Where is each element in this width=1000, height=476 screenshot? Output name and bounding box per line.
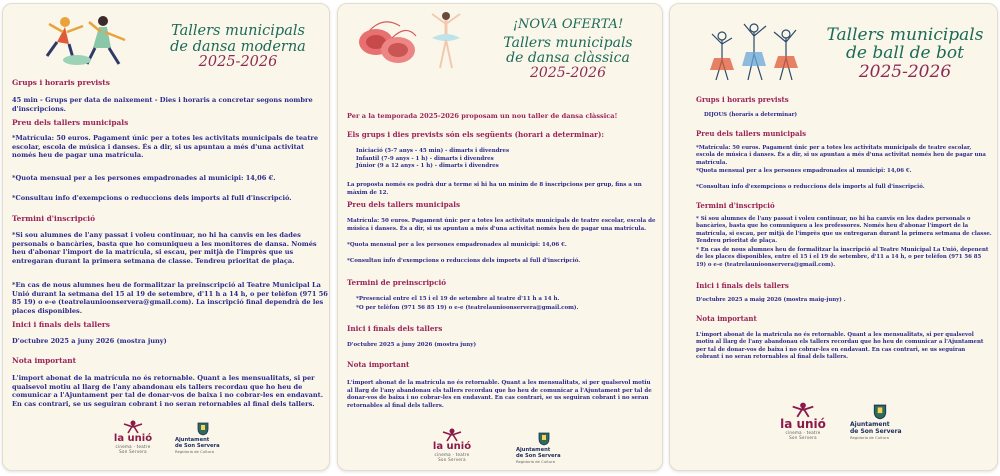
termini-heading: Termini d'inscripció bbox=[696, 201, 775, 210]
title-line-1: Tallers municipals bbox=[171, 23, 305, 39]
grup-item: Júnior (9 a 12 anys - 1 h) - dimarts i divendres bbox=[356, 163, 499, 170]
ajuntament-line-1: Ajuntament bbox=[175, 437, 210, 443]
la-unio-logo bbox=[430, 428, 474, 462]
nota-heading: Nota important bbox=[347, 360, 410, 369]
preu-text-2: *Quota mensual per a les persones empadronades al municipi: 14,06 €. bbox=[347, 242, 567, 248]
ajuntament-line-3: Regidoria de Cultura bbox=[516, 459, 555, 465]
ajuntament-logo bbox=[175, 422, 231, 454]
preu-text-3: *Consultau info d'exempcions o reduccions dels imports al full d'inscripció. bbox=[347, 258, 581, 264]
shield-icon bbox=[873, 404, 887, 420]
preu-heading: Preu dels tallers municipals bbox=[696, 129, 807, 138]
flyer-dansa-moderna bbox=[2, 3, 330, 471]
title-line-1: Tallers municipals bbox=[826, 25, 984, 45]
termini-heading: Termini d'inscripció bbox=[12, 214, 96, 223]
preu-text-3: *Consultau info d'exempcions o reduccions dels imports al full d'inscripció. bbox=[12, 194, 292, 202]
title-year: 2025-2026 bbox=[198, 54, 278, 71]
grups-text: DIJOUS (horaris a determinar) bbox=[704, 112, 797, 118]
preu-text-1: Matrícula: 50 euros. Pagament únic per a totes les activitats municipals de teatre escolar, escola de música i danses. És a dir, si us apuntau a més d'una activitat només heu de pagar una matrícula. bbox=[347, 218, 656, 232]
grup-item: Infantil (7-9 anys - 1 h) - dimarts i divendres bbox=[356, 155, 494, 162]
nota-text: L'import abonat de la matrícula no és retornable. Quant a les mensualitats, si per qualsevol motiu al llarg de l'any abandonau els tallers recordau que ho heu de comunicar a l'Ajuntament per tal de donar-vos de baixa i no cobrar-les en endavant. En cas contrari, se us seguiran cobrant i no seran retornables al final dels tallers. bbox=[347, 380, 652, 409]
la-unio-name: la unió bbox=[113, 433, 153, 444]
termini-text-2: *O per telèfon (971 56 85 19) o e-e (teatrelaunioonservera@gmail.com). bbox=[356, 305, 579, 311]
inici-heading: Inici i finals dels tallers bbox=[696, 281, 789, 290]
title-year: 2025-2026 bbox=[858, 61, 952, 82]
title-line-2: de ball de bot bbox=[846, 43, 964, 64]
ajuntament-line-3: Regidoria de Cultura bbox=[850, 435, 889, 441]
la-unio-sub1: cinema · teatre bbox=[115, 444, 151, 449]
nova-oferta-badge: ¡NOVA OFERTA! bbox=[512, 17, 624, 32]
dancers-illustration-icon bbox=[43, 12, 135, 68]
termini-text-1: * Si sou alumnes de l'any passat i voleu continuar, no hi ha canvis en les dades personals o bancàries, basta que ho comuniqueu a les professores. Només heu d'abonar l'import de la matrícula, si escau, per mitjà de l'imprès que us entregaran durant la primera setmana de classe. Tendreu prioritat de plaça. bbox=[696, 216, 992, 245]
flyer-title bbox=[153, 24, 323, 71]
inici-heading: Inici i finals dels tallers bbox=[347, 324, 443, 333]
inici-text: D'octubre 2025 a juny 2026 (mostra juny) bbox=[347, 342, 477, 348]
flyer-dansa-classica bbox=[337, 3, 663, 471]
nota-heading: Nota important bbox=[696, 314, 757, 323]
la-unio-sub2: Son Servera bbox=[789, 435, 817, 440]
grups-heading: Grups i horaris prevists bbox=[12, 78, 110, 87]
la-unio-sub1: cinema · teatre bbox=[434, 452, 470, 457]
inici-text: D'octubre 2025 a juny 2026 (mostra juny) bbox=[12, 337, 167, 345]
lead-text: Per a la temporada 2025-2026 proposam un nou taller de dansa clàssica! bbox=[347, 112, 618, 120]
la-unio-sub1: cinema · teatre bbox=[785, 430, 821, 435]
folk-dancers-icon bbox=[708, 18, 800, 84]
flyer-ball-de-bot bbox=[669, 3, 998, 471]
grups-note: La proposta només es podrà dur a terme si hi ha un mínim de 8 inscripcions per grup, fins a un màxim de 12. bbox=[347, 182, 642, 196]
preu-text-1: *Matrícula: 50 euros. Pagament únic per a totes les activitats municipals de teatre escolar, escola de música i danses. És a dir, si us apuntau a més d'una activitat només heu de pagar una matrícula. bbox=[12, 134, 319, 160]
la-unio-name: la unió bbox=[780, 417, 826, 431]
la-unio-logo bbox=[111, 420, 155, 454]
termini-text-2: *En cas de nous alumnes heu de formalitzar la preinscripció al Teatre Municipal La Unió durant la setmana del 15 al 19 de setembre, d'11 h a 14 h, o per telèfon (971 56 85 19) o e-e (teatrelaunioonservera@gmail.com). La inscripció final dependrà de les places disponibles. bbox=[12, 281, 328, 316]
la-unio-name: la unió bbox=[432, 441, 472, 452]
title-year: 2025-2026 bbox=[530, 65, 606, 82]
title-line-1: Tallers municipals bbox=[503, 35, 633, 52]
la-unio-dancer-icon bbox=[441, 428, 463, 442]
flyer-title bbox=[478, 18, 658, 81]
ajuntament-logo bbox=[850, 404, 910, 440]
preu-heading: Preu dels tallers municipals bbox=[347, 200, 461, 209]
nota-text: L'import abonat de la matrícula no és retornable. Quant a les mensualitats, si per qualsevol motiu al llarg de l'any abandonau els tallers recordau que ho heu de comunicar a l'Ajuntament per tal de donar-vos de baixa i no cobrar-les en endavant. En cas contrari, se us seguiran cobrant i no seran retornables al final dels tallers. bbox=[12, 374, 324, 409]
termini-heading: Termini de preinscripció bbox=[347, 278, 446, 287]
flyer-title bbox=[816, 26, 994, 81]
ajuntament-line-1: Ajuntament bbox=[516, 447, 551, 453]
ajuntament-line-2: de Son Servera bbox=[516, 452, 561, 459]
nota-heading: Nota important bbox=[12, 356, 77, 365]
termini-text-2: * En cas de nous alumnes heu de formalitzar la inscripció al Teatre Municipal La Unió, depenent de les places disponibles, entre el 15 i el 19 de setembre, d'11 a 14 h, o per telèfon (971 56 85 19) o e-e (teatrelaunioonservera@gmail.com). bbox=[696, 247, 989, 268]
la-unio-logo bbox=[776, 402, 830, 440]
preu-text-3: *Consultau info d'exempcions o reduccions dels imports al full d'inscripció. bbox=[696, 184, 925, 190]
title-line-2: de dansa moderna bbox=[170, 38, 306, 55]
preu-text-1: *Matrícula: 50 euros. Pagament únic per a totes les activitats municipals de teatre escolar, escola de música i danses. És a dir, si us apuntau a més d'una activitat només heu de pagar una matrícula. bbox=[696, 145, 986, 166]
nota-text: L'import abonat de la matrícula no és retornable. Quant a les mensualitats, si per qualsevol motiu al llarg de l'any abandonau els tallers recordau que ho heu de comunicar a l'Ajuntament per tal de donar-vos de baixa i no cobrar-les en endavant. En cas contrari, se us seguiran cobrant i no seran retornables al final dels tallers. bbox=[696, 332, 984, 361]
ajuntament-line-1: Ajuntament bbox=[850, 421, 890, 428]
inici-text: D'octubre 2025 a maig 2026 (mostra maig-juny) . bbox=[696, 297, 846, 303]
grups-text: 45 min - Grups per data de naixement - Dies i horaris a concretar segons nombre d'inscripcions. bbox=[12, 96, 313, 113]
grups-heading: Els grups i dies prevists són els següents (horari a determinar): bbox=[347, 130, 605, 139]
ballet-shoes-icon bbox=[354, 16, 420, 68]
grups-heading: Grups i horaris prevists bbox=[696, 95, 789, 104]
la-unio-sub2: Son Servera bbox=[438, 457, 466, 462]
termini-text-1: *Presencial entre el 15 i el 19 de setembre al teatre d'11 h a 14 h. bbox=[356, 296, 560, 302]
la-unio-dancer-icon bbox=[790, 402, 816, 418]
title-line-2: de dansa clàssica bbox=[506, 50, 630, 67]
preu-heading: Preu dels tallers municipals bbox=[12, 118, 129, 127]
inici-heading: Inici i finals dels tallers bbox=[12, 320, 110, 329]
ajuntament-line-2: de Son Servera bbox=[175, 442, 220, 449]
termini-text-1: *Si sou alumnes de l'any passat i voleu continuar, no hi ha canvis en les dades personals o bancàries, basta que ho comuniqueu a les monitores de dansa. Només heu d'abonar l'import de la matrícula, si escau, per mitjà de l'imprès que us entregaran durant la primera setmana de classe. Tendreu prioritat de plaça. bbox=[12, 231, 317, 266]
shield-icon bbox=[538, 432, 550, 446]
grups-list bbox=[356, 148, 646, 171]
ballerina-icon bbox=[424, 10, 468, 72]
ajuntament-line-2: de Son Servera bbox=[850, 427, 902, 435]
la-unio-sub2: Son Servera bbox=[119, 449, 147, 454]
shield-icon bbox=[197, 422, 209, 436]
grup-item: Iniciació (5-7 anys - 45 min) - dimarts i divendres bbox=[356, 148, 510, 154]
preu-text-2: *Quota mensual per a les persones empadronades al municipi: 14,06 €. bbox=[12, 174, 276, 182]
preu-text-2: *Quota mensual per a les persones empadronades al municipi: 14,06 €. bbox=[696, 168, 912, 174]
ajuntament-line-3: Regidoria de Cultura bbox=[175, 449, 214, 455]
ajuntament-logo bbox=[516, 432, 572, 464]
la-unio-dancer-icon bbox=[122, 420, 144, 434]
